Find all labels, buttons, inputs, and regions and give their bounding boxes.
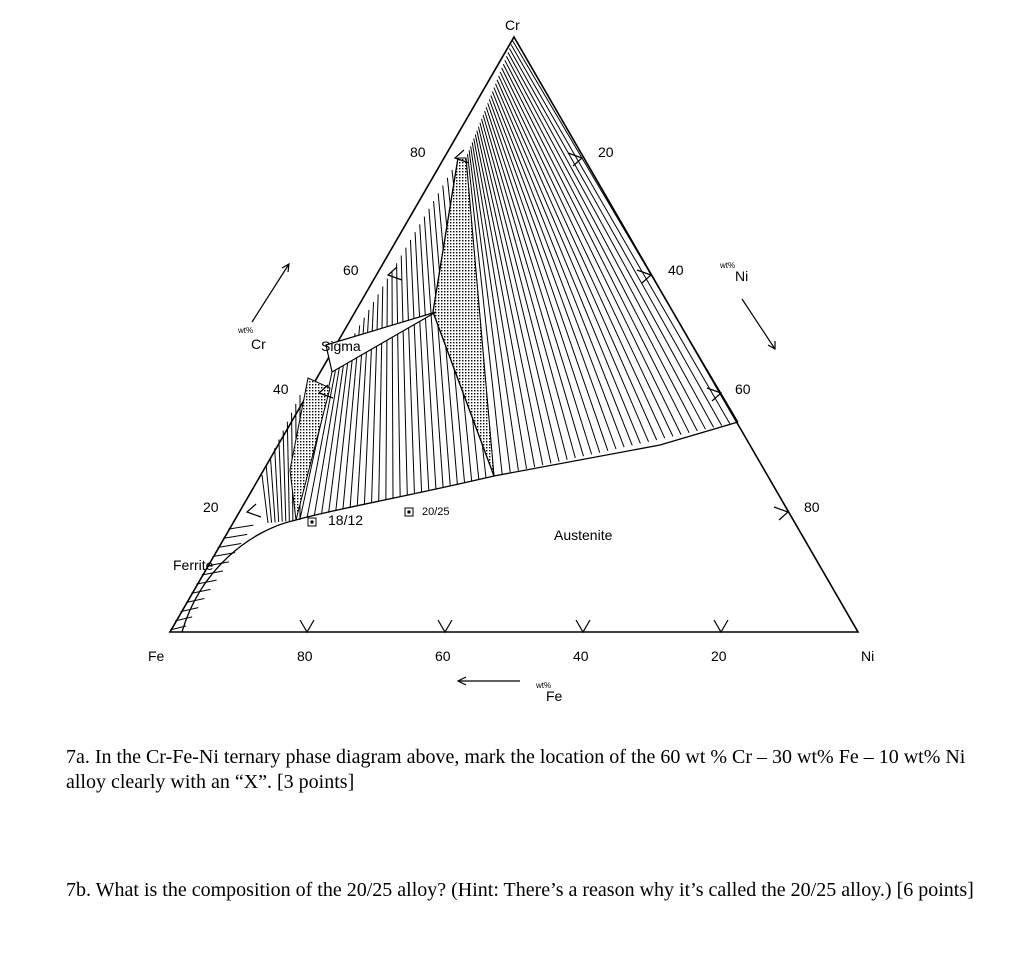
fe-axis-element: Fe (546, 688, 563, 704)
alloy-marker-18-12-dot (311, 521, 314, 524)
austenite-boundary (296, 422, 738, 520)
cr-axis-unit: wt% (238, 326, 254, 335)
vertex-label-fe: Fe (148, 648, 165, 664)
tie-line-ferrite (287, 422, 289, 521)
cr-tick-label-80: 80 (410, 144, 426, 160)
tie-line-austenite (499, 76, 665, 438)
tie-line-ferrite-austenite (321, 349, 345, 515)
tie-line-ferrite-austenite (386, 279, 388, 500)
vertex-label-cr: Cr (505, 17, 520, 33)
cr-tick-label-40: 40 (273, 381, 289, 397)
fe-tick-mark (714, 620, 728, 632)
question-7a: 7a. In the Cr-Fe-Ni ternary phase diagram above, mark the location of the 60 wt % Cr – 30 wt% Fe – 10 wt% Ni alloy clearly with an “X”. [3 points] (66, 746, 966, 793)
tie-line-austenite (513, 41, 738, 422)
tie-line-ferrite-austenite (379, 287, 383, 502)
ni-axis-element: Ni (735, 268, 749, 284)
tie-line-ferrite (270, 457, 275, 522)
cr-tick-mark (388, 267, 402, 280)
fe-tick-label-20: 20 (711, 648, 727, 664)
fe-axis-direction-arrow (458, 677, 520, 685)
tie-line-austenite (505, 60, 698, 431)
tie-line-ferrite-austenite (401, 255, 407, 495)
fe-tick-mark (576, 620, 590, 632)
ni-axis-direction-arrow (742, 299, 775, 349)
ni-axis-unit: wt% (720, 261, 736, 270)
tie-line-austenite (503, 64, 689, 433)
tie-line-ferrite (262, 475, 268, 523)
region-label-sigma: Sigma (321, 338, 361, 354)
question-7b: 7b. What is the composition of the 20/25 alloy? (Hint: There’s a reason why it’s called the 20/25 alloy.) [6 points] (66, 879, 974, 901)
cr-tick-mark (247, 504, 261, 517)
fe-tick-label-40: 40 (573, 648, 589, 664)
region-label-ferrite: Ferrite (173, 557, 214, 573)
cr-tick-label-60: 60 (343, 262, 359, 278)
ni-tick-label-40: 40 (668, 262, 684, 278)
fe-tick-label-80: 80 (297, 648, 313, 664)
fe-tick-mark (300, 620, 314, 632)
tie-line-ferrite-austenite (406, 248, 415, 494)
fe-axis-unit: wt% (536, 681, 552, 690)
cr-axis-direction-arrow (252, 264, 289, 322)
alloy-marker-20-25-dot (408, 511, 411, 514)
ferrite-boundary (182, 520, 296, 632)
tie-line-austenite (488, 103, 608, 451)
alloy-label-18-12: 18/12 (328, 512, 364, 528)
ni-tick-label-80: 80 (804, 499, 820, 515)
tie-line-austenite (483, 115, 583, 456)
tie-line-ferrite (279, 439, 282, 521)
tie-line-austenite (478, 127, 559, 462)
tie-line-ferrite-austenite (415, 232, 429, 490)
tie-line-ferrite (283, 431, 286, 522)
tie-line-ferrite-austenite (392, 271, 393, 499)
alloy-label-20-25: 20/25 (422, 506, 450, 518)
tie-line-austenite (509, 48, 721, 425)
region-label-austenite: Austenite (554, 527, 613, 543)
tie-line-ferrite-austenite (410, 240, 421, 492)
ni-tick-label-60: 60 (735, 381, 751, 397)
cr-axis-element: Cr (251, 336, 266, 352)
cr-tick-label-20: 20 (203, 499, 219, 515)
tie-line-ferrite-austenite (397, 263, 401, 497)
ni-tick-label-20: 20 (598, 144, 614, 160)
vertex-label-ni: Ni (861, 648, 875, 664)
fe-tick-label-60: 60 (435, 648, 451, 664)
tie-line-ferrite (275, 448, 279, 522)
fe-tick-mark (438, 620, 452, 632)
ni-tick-mark (774, 507, 788, 520)
